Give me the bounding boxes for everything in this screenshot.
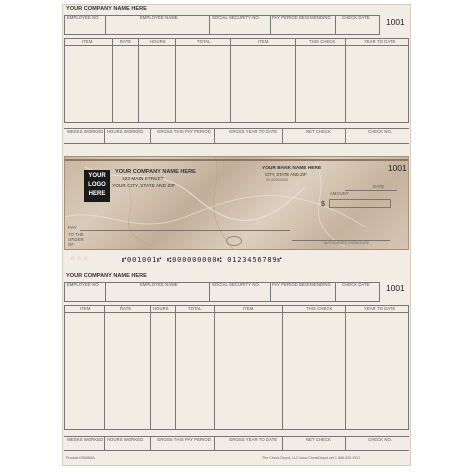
col-ssn: SOCIAL SECURITY NO. <box>212 282 260 287</box>
order-label-2: ORDER <box>68 237 84 242</box>
col-hours: HOURS <box>150 39 166 44</box>
vendor-info: The Check Depot, LLC www.CheckDepot.net 1-866-925-9117 <box>262 456 361 460</box>
col-employee-no: EMPLOYEE NO. <box>67 282 100 287</box>
check-address-line1: 123 MAIN STREET <box>122 177 164 182</box>
col-check-no: CHECK NO. <box>368 129 393 134</box>
stub-top-company-name: YOUR COMPANY NAME HERE <box>66 6 147 12</box>
order-label-3: OF <box>68 242 75 247</box>
pay-label: PAY <box>68 225 77 230</box>
col-hours: HOURS <box>153 306 169 311</box>
col-hours-worked: HOURS WORKED <box>107 129 144 134</box>
col-check-date: CHECK DATE <box>342 15 370 20</box>
date-label: DATE <box>373 184 385 189</box>
stars-icon: ☆☆☆ <box>70 256 90 262</box>
date-line <box>345 190 397 191</box>
col-total: TOTAL <box>188 306 202 311</box>
bank-city: CITY, STATE AND ZIP <box>265 172 307 177</box>
col-rate: RATE <box>120 39 132 44</box>
col-pay-period: PAY PERIOD BEGIN/ENDING <box>272 282 331 287</box>
col-gross-ytd: GROSS YEAR TO DATE <box>229 437 278 442</box>
check-number: 1001 <box>388 163 407 173</box>
product-code: Product DSM6MA <box>66 456 95 460</box>
col-gross-ytd: GROSS YEAR TO DATE <box>229 129 278 134</box>
col-gross-this-period: GROSS THIS PAY PERIOD <box>157 437 211 442</box>
pay-line[interactable] <box>80 230 290 231</box>
col-check-no: CHECK NO. <box>368 437 393 442</box>
col-item-2: ITEM <box>243 306 254 311</box>
amount-box[interactable] <box>329 199 391 208</box>
stub-top-earnings-grid <box>64 38 409 123</box>
check-company-name: YOUR COMPANY NAME HERE <box>115 169 196 175</box>
signature-label: AUTHORIZED SIGNATURE <box>324 241 370 245</box>
bank-routing-fraction: 00-0000/0000 <box>266 178 289 182</box>
padlock-seal-icon <box>226 236 242 246</box>
order-label-1: TO THE <box>68 232 84 237</box>
col-year-to-date: YEAR TO DATE <box>364 306 396 311</box>
stub-bottom-earnings-grid <box>64 305 409 430</box>
stub-bottom-check-number: 1001 <box>386 283 405 293</box>
col-rate: RATE <box>120 306 132 311</box>
col-this-check: THIS CHECK <box>309 39 336 44</box>
col-employee-name: EMPLOYEE NAME <box>140 282 178 287</box>
company-logo-placeholder: YOUR LOGO HERE <box>84 170 110 202</box>
col-net-check: NET CHECK <box>306 129 332 134</box>
col-this-check: THIS CHECK <box>306 306 333 311</box>
col-check-date: CHECK DATE <box>342 282 370 287</box>
stub-top-check-number: 1001 <box>386 17 405 27</box>
col-net-check: NET CHECK <box>306 437 332 442</box>
col-total: TOTAL <box>197 39 211 44</box>
amount-label: AMOUNT <box>330 191 349 196</box>
col-weeks-worked: WEEKS WORKED <box>67 129 104 134</box>
stub-bottom-company-name: YOUR COMPANY NAME HERE <box>66 273 147 279</box>
col-employee-name: EMPLOYEE NAME <box>140 15 178 20</box>
col-item: ITEM <box>82 39 93 44</box>
col-item-2: ITEM <box>258 39 269 44</box>
col-pay-period: PAY PERIOD BEGIN/ENDING <box>272 15 331 20</box>
col-weeks-worked: WEEKS WORKED <box>67 437 104 442</box>
col-year-to-date: YEAR TO DATE <box>364 39 396 44</box>
micr-line: ⑈001001⑈ ⑆000000000⑆ 0123456789⑈ <box>122 256 283 264</box>
bank-name: YOUR BANK NAME HERE <box>262 166 322 171</box>
col-employee-no: EMPLOYEE NO. <box>67 15 100 20</box>
check-address-line2: YOUR CITY, STATE AND ZIP <box>112 184 175 189</box>
col-gross-this-period: GROSS THIS PAY PERIOD <box>157 129 211 134</box>
col-item: ITEM <box>80 306 91 311</box>
col-hours-worked: HOURS WORKED <box>107 437 144 442</box>
col-ssn: SOCIAL SECURITY NO. <box>212 15 260 20</box>
dollar-sign: $ <box>321 201 325 208</box>
